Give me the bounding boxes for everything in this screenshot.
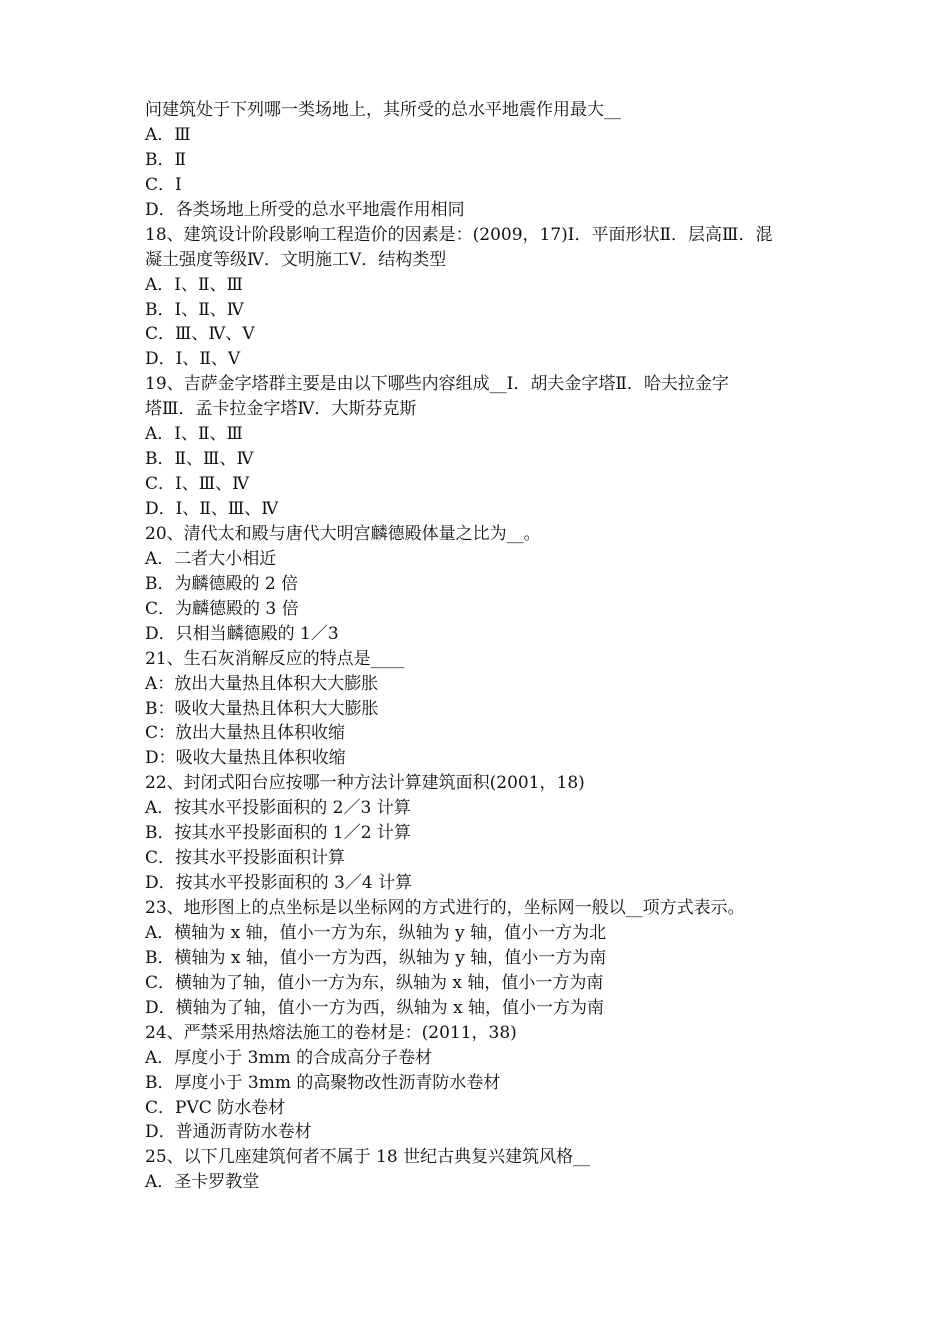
option-d-line: D．普通沥青防水卷材 — [145, 1122, 312, 1143]
option-c-line: C．Ⅰ、Ⅲ、Ⅳ — [145, 474, 250, 495]
option-b-line: B．横轴为 x 轴，值小一方为西，纵轴为 y 轴，值小一方为南 — [145, 947, 607, 968]
question-19-stem-line: 19、吉萨金字塔群主要是由以下哪些内容组成__Ⅰ．胡夫金字塔Ⅱ．哈夫拉金字 — [145, 374, 729, 395]
option-a-line: A．厚度小于 3mm 的合成高分子卷材 — [145, 1047, 433, 1068]
question-18-stem-line: 18、建筑设计阶段影响工程造价的因素是：(2009，17)Ⅰ．平面形状Ⅱ．层高Ⅲ．混 — [145, 224, 773, 245]
option-c-line: C．为麟德殿的 3 倍 — [145, 598, 299, 619]
option-c-line: C．横轴为了轴，值小一方为东，纵轴为 x 轴，值小一方为南 — [145, 972, 604, 993]
option-c-line: C．Ⅰ — [145, 174, 182, 195]
question-18-stem-line-2: 凝土强度等级Ⅳ．文明施工Ⅴ．结构类型 — [145, 249, 447, 270]
option-a-line: A：放出大量热且体积大大膨胀 — [145, 673, 379, 694]
document-page — [145, 98, 825, 1195]
option-d-line: D．横轴为了轴，值小一方为西，纵轴为 x 轴，值小一方为南 — [145, 997, 605, 1018]
option-d-line: D：吸收大量热且体积收缩 — [145, 748, 346, 769]
question-22-stem-line: 22、封闭式阳台应按哪一种方法计算建筑面积(2001，18) — [145, 773, 585, 794]
option-b-line: B．厚度小于 3mm 的高聚物改性沥青防水卷材 — [145, 1072, 501, 1093]
question-20-stem-line: 20、清代太和殿与唐代大明宫麟德殿体量之比为__。 — [145, 523, 541, 544]
option-c-line: C：放出大量热且体积收缩 — [145, 723, 346, 744]
option-b-line: B：吸收大量热且体积大大膨胀 — [145, 698, 379, 719]
option-a-line: A．圣卡罗教堂 — [145, 1172, 260, 1193]
option-a-line: A．Ⅰ、Ⅱ、Ⅲ — [145, 424, 243, 445]
option-b-line: B．Ⅰ、Ⅱ、Ⅳ — [145, 299, 244, 320]
option-c-line: C．Ⅲ、Ⅳ、Ⅴ — [145, 324, 255, 345]
option-d-line: D．Ⅰ、Ⅱ、Ⅴ — [145, 349, 241, 370]
option-d-line: D．只相当麟德殿的 1／3 — [145, 623, 339, 644]
question-24-stem-line: 24、严禁采用热熔法施工的卷材是：(2011，38) — [145, 1022, 517, 1043]
option-b-line: B．按其水平投影面积的 1／2 计算 — [145, 823, 411, 844]
option-a-line: A．Ⅰ、Ⅱ、Ⅲ — [145, 274, 243, 295]
option-d-line: D．按其水平投影面积的 3／4 计算 — [145, 873, 413, 894]
question-21-stem-line: 21、生石灰消解反应的特点是____ — [145, 648, 405, 669]
option-a-line: A．横轴为 x 轴，值小一方为东，纵轴为 y 轴，值小一方为北 — [145, 922, 607, 943]
option-d-line: D．各类场地上所受的总水平地震作用相同 — [145, 199, 465, 220]
option-b-line: B．Ⅱ、Ⅲ、Ⅳ — [145, 449, 254, 470]
option-a-line: A．按其水平投影面积的 2／3 计算 — [145, 798, 411, 819]
question-17-stem-line: 问建筑处于下列哪一类场地上，其所受的总水平地震作用最大__ — [145, 100, 621, 120]
question-25-stem-line: 25、以下几座建筑何者不属于 18 世纪古典复兴建筑风格__ — [145, 1147, 591, 1168]
option-b-line: B．为麟德殿的 2 倍 — [145, 573, 299, 594]
option-c-line: C．按其水平投影面积计算 — [145, 848, 346, 869]
option-a-line: A．Ⅲ — [145, 124, 191, 145]
question-19-stem-line-2: 塔Ⅲ．孟卡拉金字塔Ⅳ．大斯芬克斯 — [145, 399, 417, 420]
option-d-line: D．Ⅰ、Ⅱ、Ⅲ、Ⅳ — [145, 499, 279, 519]
option-b-line: B．Ⅱ — [145, 149, 187, 170]
option-a-line: A．二者大小相近 — [145, 548, 277, 569]
question-23-stem-line: 23、地形图上的点坐标是以坐标网的方式进行的，坐标网一般以__项方式表示。 — [145, 898, 745, 918]
option-c-line: C．PVC 防水卷材 — [145, 1097, 286, 1118]
